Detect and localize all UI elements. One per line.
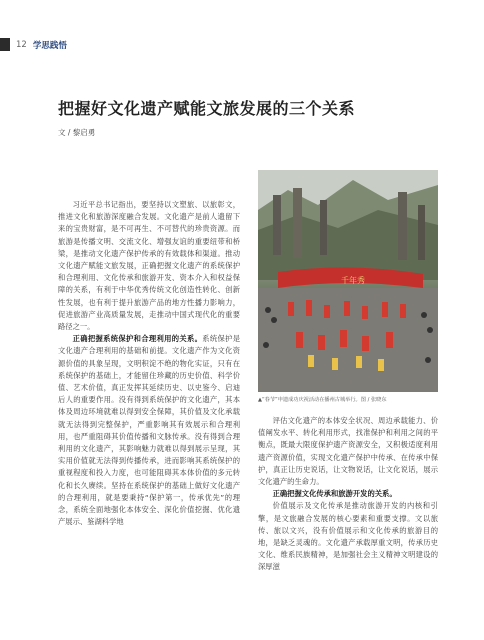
banner-text: 千年秀	[341, 276, 365, 285]
intro-paragraph: 习近平总书记指出，要坚持以文塑旅、以旅彰文，推进文化和旅游深度融合发展。文化遗产是前人遗留下来的宝贵财富，是不可再生、不可替代的珍贵资源。而旅游是传播文明、交流文化、增强友谊的重要纽带和桥梁，是推动文化遗产保护传承的有效载体和渠道。推动文化遗产赋能文旅发展，正确把握文化遗产的系统保护和合理利用、文化传承和旅游开发、资本介入和权益保障的关系，有利于中华优秀传统文化创造性转化、创新性发展，也有利于提升旅游产品的地方性播力影响力，促进旅游产业高质量发展，走推动中国式现代化的重要路径之一。	[58, 200, 240, 332]
section-one-heading: 正确把握系统保护和合理利用的关系。	[72, 334, 203, 344]
section-one-paragraph	[58, 333, 240, 528]
side-tab-marker	[0, 38, 10, 51]
article-author: 文 / 黎启勇	[58, 128, 96, 137]
article-title: 把握好文化遗产赋能文旅发展的三个关系	[58, 99, 356, 118]
photo-caption: ▲“春节”申遗成功庆祝活动在播州古城举行。图 / 张晓东	[258, 397, 387, 403]
page-header	[16, 38, 67, 52]
section-two-heading: 正确把握文化传承和旅游开发的关系。	[272, 489, 397, 499]
section-two-paragraph: 价值展示及文化传承是推动旅游开发的内核和引擎，是文旅融合发展的核心要素和重要支撑。文以旅传、旅以文兴，没有价值展示和文化传承的旅游目的地，是缺乏灵魂的。文化遗产承载厚重文明，传承历史文化、维系民族精神，是加强社会主义精神文明建设的深厚滋	[258, 501, 438, 572]
continued-paragraph: 评估文化遗产的本体安全状况、周边承载能力、价值阐发水平、转化利用形式，找准保护和利用之间的平衡点，既最大限度保护遗产资源安全，又积极适度利用遗产资源价值，实现文化遗产保护中传承、在传承中保护，真正让历史说话，让文物说话，让文化说话，展示文化遗产的生命力。	[258, 416, 438, 487]
section-one-text: 系统保护是文化遗产合理利用的基础和前提。文化遗产作为文化资源价值的具象呈现，文明积淀不绝的物化实证，只有在系统保护的基础上，才能留住珍藏的历史价值、科学价值、艺术价值，真正发挥其延续历史、以史鉴今、启迪后人的重要作用。没有得到系统保护的文化遗产，其本体及周边环境就难以得到安全保障，其价值及文化承载就无法得到完整保护，严重影响其有效展示和合理利用，也严重阻碍其价值传播和文脉传承。没有得到合理利用的文化遗产，其影响魅力就难以得到展示呈现，其实用价值就无法得到传播传承，进而影响其系统保护的重视程度和投入力度，也可能阻碍其本体价值的多元转化和长久赓续。坚持在系统保护的基础上做好文化遗产的合理利用，就是要秉持“保护第一，传承优先”的理念，系统全面地强化本体安全、深化价值挖掘、优化遗产展示、鉴湖科学地	[58, 334, 241, 527]
photo-illustration	[258, 170, 438, 392]
section-name: 学思践悟	[32, 41, 67, 51]
article-photo	[258, 170, 438, 392]
left-column	[58, 199, 240, 528]
right-column	[258, 415, 438, 574]
page-number: 12	[16, 40, 27, 50]
